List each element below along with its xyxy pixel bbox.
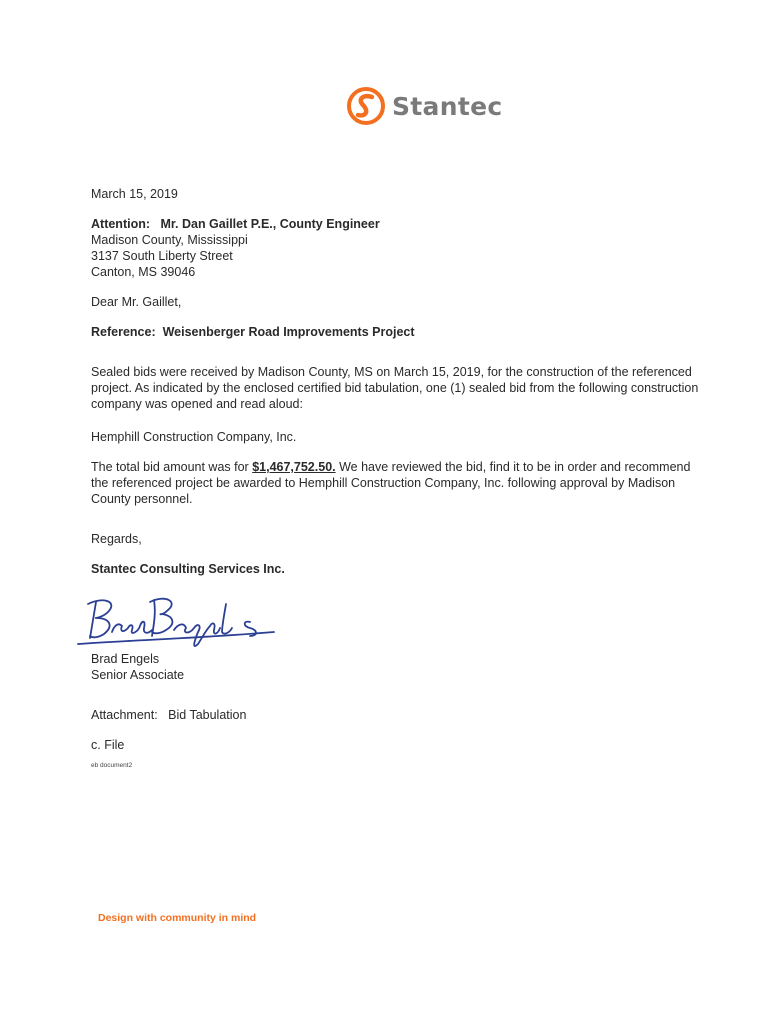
letter-body xyxy=(91,186,701,770)
stantec-logo xyxy=(346,86,502,126)
closing: Regards, xyxy=(91,532,142,546)
firm-name: Stantec Consulting Services Inc. xyxy=(91,562,285,576)
bid-paragraph xyxy=(91,459,701,507)
cc-line: c. File xyxy=(91,738,125,752)
address-line: 3137 South Liberty Street xyxy=(91,249,233,263)
letter-date: March 15, 2019 xyxy=(91,187,178,201)
address-line: Canton, MS 39046 xyxy=(91,265,196,279)
attachment-label: Attachment: xyxy=(91,708,158,722)
salutation: Dear Mr. Gaillet, xyxy=(91,295,182,309)
bidder-company: Hemphill Construction Company, Inc. xyxy=(91,430,297,444)
attention-name: Mr. Dan Gaillet P.E., County Engineer xyxy=(160,217,380,231)
document-footnote: eb document2 xyxy=(91,762,133,769)
logo-wordmark: Stantec xyxy=(392,91,503,121)
reference-title: Weisenberger Road Improvements Project xyxy=(162,325,415,339)
attachment-line xyxy=(91,707,701,723)
reference-line xyxy=(91,324,701,340)
bid-rest: We have reviewed the bid, find it to be in order and recommend the referenced project be awarded to Hemphill Construction Company, Inc. following approval by Madison County personnel. xyxy=(91,460,691,506)
body-paragraph: Sealed bids were received by Madison County, MS on March 15, 2019, for the construction of the referenced project. As indicated by the enclosed certified bid tabulation, one (1) sealed bid from the following construction company was opened and read aloud: xyxy=(91,365,699,411)
address-line: Madison County, Mississippi xyxy=(91,233,248,247)
footer-tagline: Design with community in mind xyxy=(98,912,257,924)
bid-amount: $1,467,752.50. xyxy=(252,460,336,474)
attachment-value: Bid Tabulation xyxy=(168,708,247,722)
stantec-logo-icon xyxy=(346,86,386,126)
signer-name: Brad Engels xyxy=(91,652,160,666)
signer-title: Senior Associate xyxy=(91,668,185,682)
handwritten-signature xyxy=(74,592,279,652)
reference-label: Reference: xyxy=(91,325,156,339)
attention-line xyxy=(91,216,701,232)
attention-label: Attention: xyxy=(91,217,151,231)
bid-intro: The total bid amount was for xyxy=(91,460,253,474)
